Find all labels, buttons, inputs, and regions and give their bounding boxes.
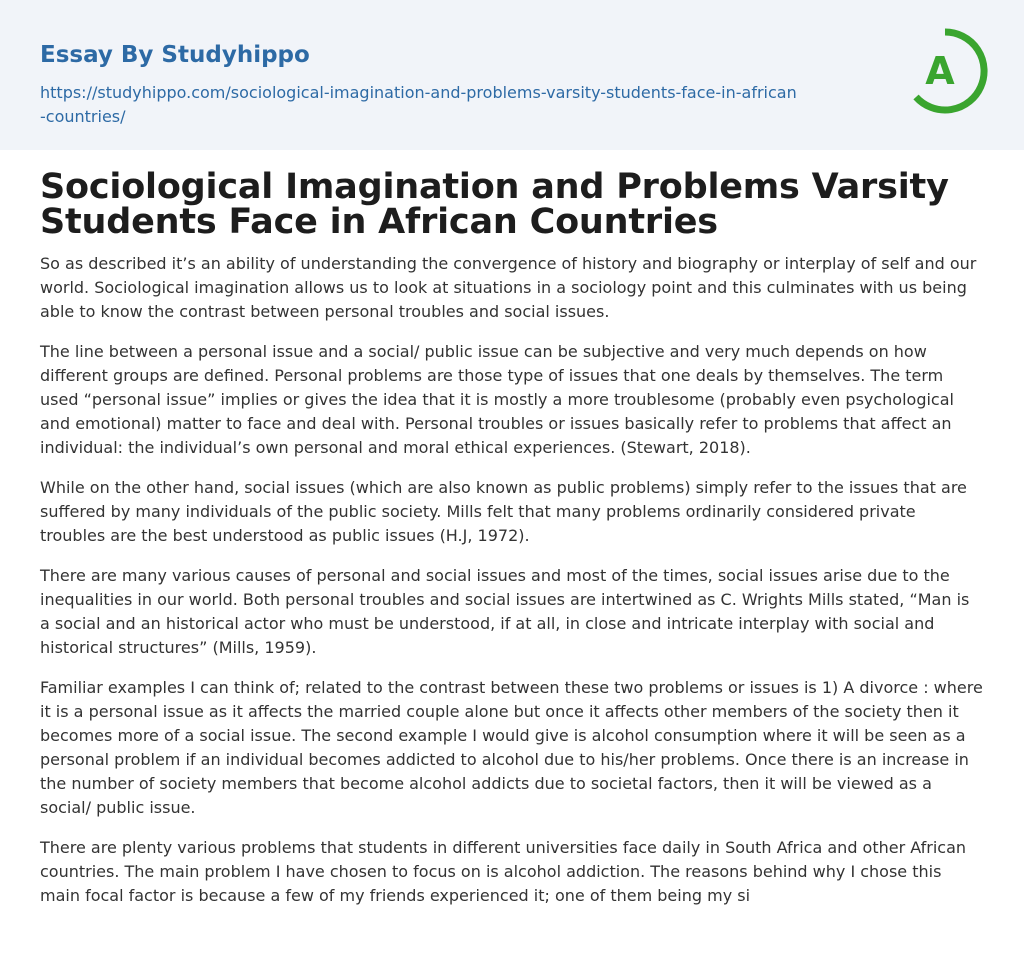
paragraph-5: Familiar examples I can think of; related to the contrast between these two problems or issues is 1) A divorce : where it is a personal issue as it affects the married couple alone but once it affects other members of the society then it becomes more of a social issue. The second example I would give is alcohol consumption where it will be seen as a personal problem if an individual becomes addicted to alcohol due to his/her problems. Once there is an increase in the number of society members that become alcohol addicts due to societal factors, then it will be viewed as a social/ public issue.	[40, 678, 983, 817]
page-title: Sociological Imagination and Problems Varsity Students Face in African Countries	[40, 167, 949, 242]
page-header	[0, 0, 1024, 150]
paragraph-6: There are plenty various problems that students in different universities face daily in South Africa and other African countries. The main problem I have chosen to focus on is alcohol addiction. The reasons behind why I chose this main focal factor is because a few of my friends experienced it; one of them being my si	[40, 838, 967, 905]
source-url-link[interactable]: https://studyhippo.com/sociological-imagination-and-problems-varsity-students-face-in-african-countries/	[40, 83, 797, 126]
studyhippo-logo-icon[interactable]	[902, 28, 988, 114]
article	[0, 167, 1024, 908]
paragraph-1: So as described it’s an ability of understanding the convergence of history and biography or interplay of self and our world. Sociological imagination allows us to look at situations in a sociology point and this culminates with us being able to know the contrast between personal troubles and social issues.	[40, 254, 977, 321]
paragraph-3: While on the other hand, social issues (which are also known as public problems) simply refer to the issues that are suffered by many individuals of the public society. Mills felt that many problems ordinarily considered private troubles are the best understood as public issues (H.J, 1972).	[40, 478, 967, 545]
brand-title: Essay By Studyhippo	[40, 42, 310, 68]
paragraph-4: There are many various causes of personal and social issues and most of the times, social issues arise due to the inequalities in our world. Both personal troubles and social issues are intertwined as C. Wrights Mills stated, “Man is a social and an historical actor who must be understood, if at all, in close and intricate interplay with social and historical structures” (Mills, 1959).	[40, 566, 970, 657]
paragraph-2: The line between a personal issue and a social/ public issue can be subjective and very much depends on how different groups are defined. Personal problems are those type of issues that one deals by themselves. The term used “personal issue” implies or gives the idea that it is mostly a more troublesome (probably even psychological and emotional) matter to face and deal with. Personal troubles or issues basically refer to problems that affect an individual: the individual’s own personal and moral ethical experiences. (Stewart, 2018).	[40, 342, 954, 457]
logo-letter: A	[925, 49, 955, 93]
